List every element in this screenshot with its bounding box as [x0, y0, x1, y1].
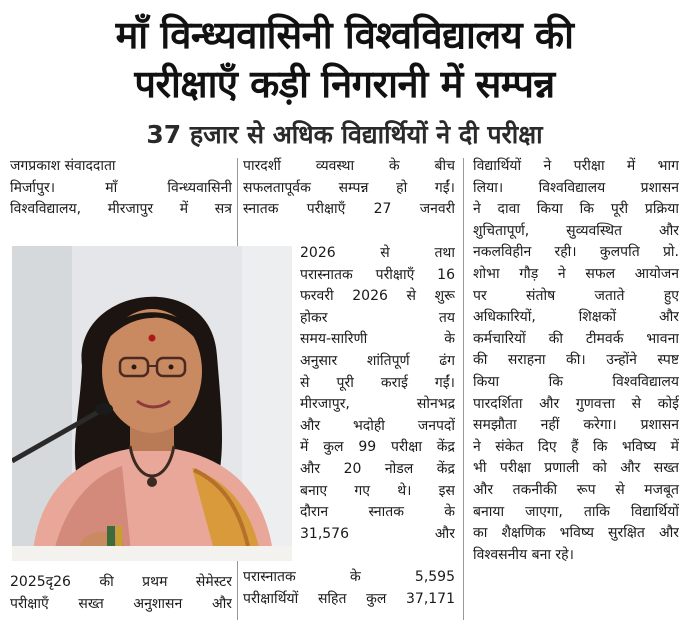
- article-column-1-bottom: [10, 572, 232, 615]
- text-line: से पूरी कराई गईं।: [300, 374, 455, 391]
- text-line: अधिकारियों, शिक्षकों और: [473, 309, 679, 326]
- text-line: फरवरी 2026 से शुरू: [300, 288, 455, 305]
- article-photo: [12, 246, 292, 561]
- text-line: पर संतोष जताते हुए: [473, 287, 679, 304]
- text-line: कर्मचारियों की टीमवर्क भावना: [473, 330, 679, 347]
- article-column-1: [10, 156, 232, 221]
- text-line: और तकनीकी रूप से मजबूत: [473, 481, 679, 498]
- text-line: परास्नातक परीक्षाएँ 16: [300, 266, 455, 283]
- text-line: भी परीक्षा प्रणाली को और सख्त: [473, 460, 679, 477]
- article-column-2: [243, 156, 455, 221]
- text-line: समय-सारिणी के: [300, 331, 455, 348]
- text-line: मीरजापुर, सोनभद्र: [300, 396, 455, 413]
- text-line: परीक्षाएँ सख्त अनुशासन और: [10, 595, 232, 612]
- text-line: स्नातक परीक्षाएँ 27 जनवरी: [243, 201, 455, 218]
- text-line: सफलतापूर्वक सम्पन्न हो गईं।: [243, 179, 455, 196]
- text-line: ने संकेत दिए हैं कि भविष्य में: [473, 438, 679, 455]
- text-line: परास्नातक के 5,595: [243, 569, 455, 585]
- text-line: परीक्षार्थियों सहित कुल 37,171: [243, 590, 455, 607]
- article-column-2-bottom: [243, 567, 455, 610]
- subheadline: 37 हजार से अधिक विद्यार्थियों ने दी परीक्षा: [146, 120, 543, 149]
- text-line: 2025दृ26 की प्रथम सेमेस्टर: [10, 574, 232, 590]
- text-line: 2026 से तथा: [300, 245, 455, 261]
- article-column-3: [473, 156, 679, 566]
- text-line: पारदर्शिता और गुणवत्ता से कोई: [473, 395, 679, 412]
- article-column-2-wrap: [300, 243, 455, 545]
- byline: जगप्रकाश संवाददाता: [10, 158, 116, 174]
- text-line: शुचितापूर्ण, सुव्यवस्थित और: [473, 222, 679, 239]
- text-line: होकर तय: [300, 309, 455, 326]
- text-line: 31,576 और: [300, 525, 455, 542]
- text-line: शोभा गौड़ ने सफल आयोजन: [473, 265, 679, 282]
- text-line: विद्यार्थियों ने परीक्षा में भाग: [473, 158, 679, 174]
- text-line: अनुसार शांतिपूर्ण ढंग: [300, 352, 455, 369]
- text-line: लिया। विश्वविद्यालय प्रशासन: [473, 179, 679, 196]
- text-line: की सराहना की। उन्होंने स्पष्ट: [473, 352, 679, 369]
- text-line: बनाए गए थे। इस: [300, 482, 455, 499]
- text-line: मिर्जापुर। माँ विन्ध्यवासिनी: [10, 179, 232, 196]
- column-divider: [463, 158, 464, 620]
- text-line: और 20 नोडल केंद्र: [300, 460, 455, 477]
- headline-line-1: माँ विन्ध्यवासिनी विश्वविद्यालय की: [115, 13, 574, 57]
- text-line: विश्वविद्यालय, मीरजापुर में सत्र: [10, 201, 232, 218]
- text-line: और भदोही जनपदों: [300, 417, 455, 434]
- text-line: किया कि विश्वविद्यालय: [473, 373, 679, 390]
- text-line: नकलविहीन रही। कुलपति प्रो.: [473, 244, 679, 261]
- headline-line-2: परीक्षाएँ कड़ी निगरानी में सम्पन्न: [134, 62, 555, 106]
- text-line: पारदर्शी व्यवस्था के बीच: [243, 158, 455, 174]
- text-line: विश्वसनीय बना रहे।: [473, 546, 574, 563]
- text-line: का शैक्षणिक भविष्य सुरक्षित और: [473, 525, 679, 542]
- text-line: समझौता नहीं करेगा। प्रशासन: [473, 417, 679, 434]
- text-line: दौरान स्नातक के: [300, 504, 455, 521]
- text-line: में कुल 99 परीक्षा केंद्र: [300, 439, 455, 456]
- text-line: ने दावा किया कि पूरी प्रक्रिया: [473, 201, 679, 218]
- text-line: बनाया जाएगा, ताकि विद्यार्थियों: [473, 503, 679, 520]
